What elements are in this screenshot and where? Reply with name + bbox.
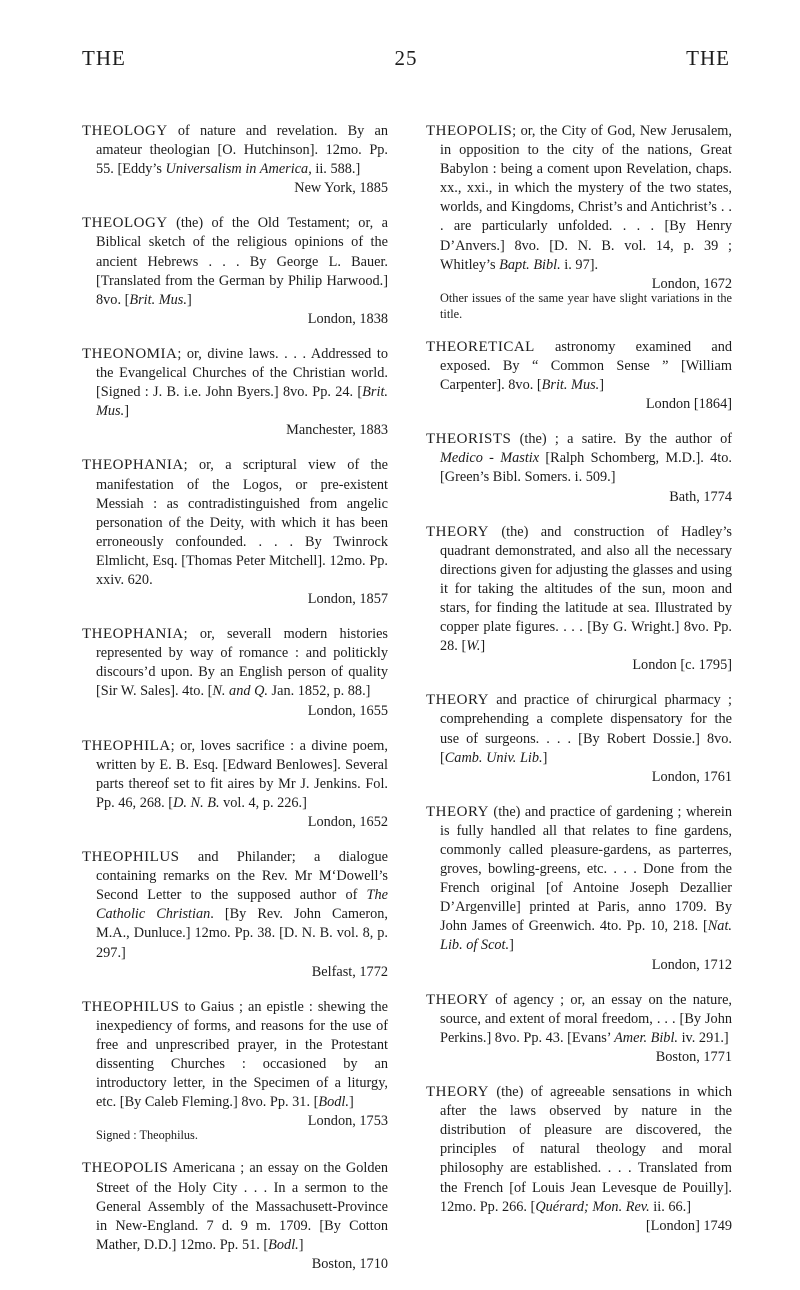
entry-reference: Brit. Mus. — [541, 377, 600, 394]
entry-text: and practice of chirurgical pharmacy ; comprehending a complete dispensatory for the use of surgeons. . . . [By Robert Dossie.] 8vo. [ — [440, 692, 732, 766]
entry-imprint: London, 1652 — [307, 814, 388, 830]
entry-reference-tail: iv. 291.] — [678, 1029, 729, 1046]
entry-headword: THEORY — [426, 523, 489, 540]
entry-imprint: London, 1761 — [651, 768, 732, 785]
entry-imprint: Belfast, 1772 — [311, 963, 388, 980]
entry-reference-tail: ] — [542, 749, 548, 766]
entry-text: (the) and practice of gardening ; wherein is fully handled all that relates to fine gardens, commonly called pleasure-gardens, as parterres, groves, bowling-greens, etc. . . . Done from the French original [of Antoine Joseph Dezallier D’Argenville] printed at Paris, anno 1709. By John James of Greenwich. 4to. Pp. 10, 218. [ — [440, 803, 732, 935]
entry-headword: THEOLOGY — [82, 123, 168, 139]
entry-reference: W. — [466, 638, 481, 655]
catalogue-entry — [426, 991, 732, 1067]
entry-reference: Brit. Mus. — [129, 291, 187, 308]
entry-reference: N. and Q. — [212, 683, 268, 700]
entry-imprint: [London] 1749 — [645, 1217, 732, 1234]
entry-text: ; or, divine laws. . . . Addressed to the Evangelical Churches of the Christian world. [Signed : J. B. i.e. John Byers.] 8vo. Pp. 24. [ — [96, 345, 388, 401]
entry-headword: THEONOMIA — [82, 345, 178, 362]
entry-headword: THEORETICAL — [426, 338, 535, 355]
entry-text: of agency ; or, an essay on the nature, source, and extent of moral freedom, . . . [By John Perkins.] 8vo. Pp. 43. [Evans’ — [440, 991, 732, 1046]
page-number: 25 — [394, 46, 418, 70]
entry-text: (the) ; a satire. By the author of — [511, 431, 732, 448]
entry-headword: THEOPHANIA — [82, 626, 184, 643]
entry-text: ; or, a scriptural view of the manifestation of the Logos, or pre-existent Messiah : as contradistinguished from angelic personation of the Deity, with which it has been erroneously confounded. . . . By Twinrock Elmlicht, Esq. [Thomas Peter Mitchell]. 12mo. Pp. xxiv. 620. — [96, 457, 388, 588]
entry-imprint: London, 1857 — [307, 591, 388, 608]
catalogue-entry — [82, 998, 388, 1132]
entry-text: (the) of the Old Testament; or, a Biblical sketch of the religious opinions of the ancient Hebrews . . . By George L. Bauer. [Translated from the German by Philip Harwood.] 8vo. [ — [96, 215, 388, 308]
entry-reference: Brit. Mus. — [96, 384, 388, 420]
entry-note: Other issues of the same year have slight variations in the title. — [440, 290, 732, 321]
entry-reference-tail: ] — [298, 1236, 304, 1253]
entry-reference-tail: ] — [186, 291, 192, 308]
entry-text: ; or, loves sacrifice : a divine poem, written by E. B. Esq. [Edward Benlowes]. Several parts thereof set to fit aires by Mr J. Jenkins. Fol. Pp. 46, 268. [ — [96, 737, 388, 811]
entry-reference-tail: ] — [124, 403, 129, 420]
entry-reference: Bodl. — [318, 1094, 349, 1111]
entry-text: and Philander; a dialogue containing remarks on the Rev. Mr M‘Dowell’s Second Letter to the supposed author of — [96, 849, 388, 904]
entry-reference-tail: , ii. 588.] — [308, 161, 361, 178]
entry-reference-tail: ] — [348, 1094, 354, 1111]
entry-reference-tail: [Ralph Schomberg, M.D.]. 4to. [Green’s Bibl. Somers. i. 509.] — [440, 450, 732, 486]
catalogue-entry — [82, 625, 388, 720]
entry-reference-tail: ] — [599, 377, 604, 394]
entry-reference-tail: vol. 4, p. 226.] — [219, 794, 307, 811]
entry-reference: Universalism in America — [165, 161, 309, 178]
entry-reference: The Catholic Christian — [96, 887, 388, 923]
entry-text: (the) and construction of Hadley’s quadrant demonstrated, and also all the necessary directions given for adjusting the glasses and using it for taking the altitudes of the sun, moon and stars, for finding the latitude at sea. Illustrated by copper plate figures. . . . [By G. Wright.] 8vo. Pp. 28. [ — [440, 523, 732, 655]
entry-imprint: Bath, 1774 — [669, 488, 732, 505]
entry-reference: Bodl. — [268, 1236, 299, 1253]
entry-text: astronomy examined and exposed. By “ Common Sense ” [William Carpenter]. 8vo. [ — [440, 338, 732, 394]
entry-headword: THEOPHILUS — [82, 849, 180, 866]
catalogue-entry — [426, 691, 732, 786]
entry-headword: THEORY — [426, 803, 489, 820]
entry-headword: THEORY — [426, 991, 489, 1008]
entry-reference: Nat. Lib. of Scot. — [440, 918, 732, 954]
entry-imprint: London, 1712 — [651, 956, 732, 973]
entry-note: Signed : Theophilus. — [96, 1128, 198, 1143]
entry-reference: Amer. Bibl. — [614, 1029, 678, 1046]
entry-reference-tail: ii. 66.] — [649, 1198, 691, 1215]
entry-text: ; or, severall modern histories represented by way of romance : and politickly discours’d upon. By an English person of quality [Sir W. Sales]. 4to. [ — [96, 626, 388, 700]
running-header — [82, 46, 730, 78]
entry-imprint: Boston, 1771 — [655, 1048, 732, 1065]
catalogue-entry — [426, 803, 732, 975]
entry-reference-tail: ] — [509, 937, 514, 954]
entry-headword: THEORY — [426, 692, 489, 709]
catalogue-entry — [426, 122, 732, 294]
left-column — [82, 122, 388, 1290]
entry-text: ; or, the City of God, New Jerusalem, in opposition to the city of the nations, Great Babylon : being a coment upon Revelation, chaps. xx., xxi., in which the mystery of the two states, worlds, and Kingdoms, Christ’s and Antichrist’s . . . are particularly unfolded. . . . [By Henry D’Anvers.] 8vo. [D. N. B. vol. 14, p. 39 ; Whitley’s — [440, 123, 732, 273]
entry-reference-tail: . [By Rev. John Cameron, M.A., Dunluce.] 12mo. Pp. 38. [D. N. B. vol. 8, p. 297.] — [96, 906, 388, 961]
entry-imprint: London, 1672 — [651, 275, 732, 292]
entry-text: Americana ; an essay on the Golden Street of the Holy City . . . In a sermon to the General Assembly of the Massachusett-Province in New-England. 7 d. 9 m. 1709. [By Cotton Mather, D.D.] 12mo. Pp. 51. [ — [96, 1160, 388, 1253]
entry-text: to Gaius ; an epistle : shewing the inexpediency of forms, and reasons for the use of free and unprescribed prayer, in the Protestant dissenting Churches : occasioned by an introductory letter, in the Specimen of a liturgy, etc. [By Caleb Fleming.] 8vo. Pp. 31. [ — [96, 998, 388, 1111]
catalogue-entry — [82, 345, 388, 440]
entry-text: of nature and revelation. By an amateur theologian [O. Hutchinson]. 12mo. Pp. 55. [Eddy’s — [96, 123, 388, 178]
header-left-word: THE — [82, 46, 126, 70]
entry-imprint: London [1864] — [645, 396, 732, 413]
catalogue-entry — [82, 848, 388, 982]
entry-reference: Bapt. Bibl. — [499, 256, 561, 273]
catalogue-entry — [426, 338, 732, 414]
entry-reference: Medico - Mastix — [440, 450, 540, 467]
entry-imprint: New York, 1885 — [294, 180, 388, 197]
entry-reference-tail: Jan. 1852, p. 88.] — [267, 683, 371, 700]
entry-text: (the) of agreeable sensations in which after the laws observed by nature in the distribution of pleasure are discovered, the principles of natural theology and moral philosophy are established. . . . Translated from the French [of Louis Jean Levesque de Pouilly]. 12mo. Pp. 266. [ — [440, 1084, 732, 1215]
entry-headword: THEORISTS — [426, 431, 512, 448]
entry-reference: D. N. B. — [173, 794, 220, 811]
entry-headword: THEOPOLIS — [82, 1160, 169, 1177]
entry-imprint: Manchester, 1883 — [286, 422, 388, 439]
entry-imprint: Boston, 1710 — [311, 1255, 388, 1272]
entry-imprint: London, 1753 — [307, 1113, 388, 1130]
entry-reference: Quérard; Mon. Rev. — [535, 1198, 650, 1215]
entry-headword: THEOLOGY — [82, 215, 168, 232]
catalogue-entry — [426, 430, 732, 506]
catalogue-entry — [426, 1083, 732, 1236]
entry-headword: THEORY — [426, 1084, 489, 1101]
header-right-word: THE — [686, 46, 730, 70]
entry-imprint: London, 1655 — [307, 702, 388, 719]
entry-reference-tail: i. 97]. — [560, 256, 599, 273]
entry-imprint: London [c. 1795] — [632, 657, 732, 674]
catalogue-entry — [82, 122, 388, 198]
entry-headword: THEOPHANIA — [82, 457, 184, 474]
entry-headword: THEOPOLIS — [426, 123, 513, 139]
entry-imprint: London, 1838 — [307, 310, 388, 327]
catalogue-entry — [82, 214, 388, 329]
right-column — [426, 122, 732, 1252]
entry-reference-tail: ] — [480, 638, 486, 655]
entry-reference: Camb. Univ. Lib. — [444, 749, 543, 766]
catalogue-entry — [426, 523, 732, 676]
catalogue-entry — [82, 1159, 388, 1274]
entry-headword: THEOPHILA — [82, 737, 171, 754]
catalogue-entry — [82, 456, 388, 609]
catalogue-entry — [82, 737, 388, 832]
entry-headword: THEOPHILUS — [82, 998, 180, 1015]
